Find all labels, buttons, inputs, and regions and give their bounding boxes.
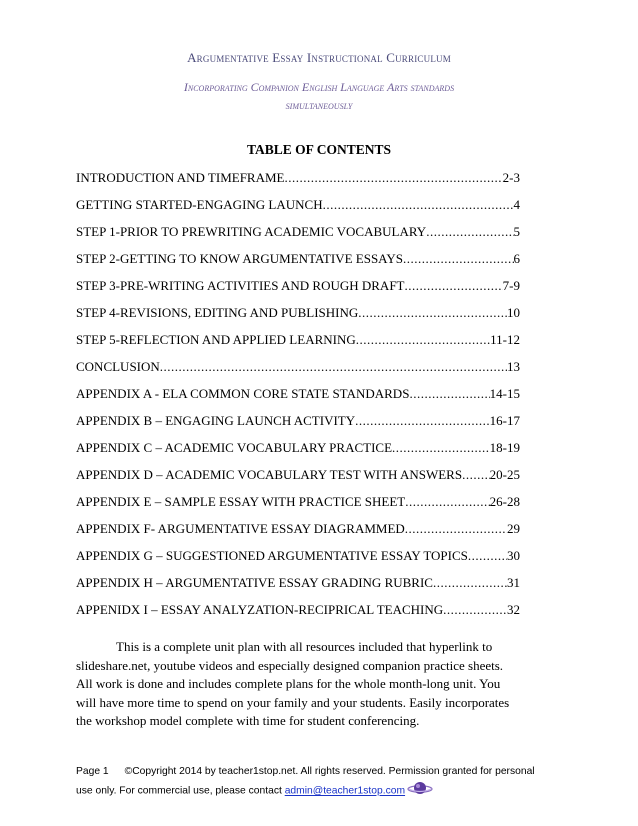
page-number: Page 1 xyxy=(76,766,109,777)
toc-entry-page: 11-12 xyxy=(490,332,520,347)
toc-leader xyxy=(443,602,507,618)
intro-line: the workshop model complete with time for student conferencing. xyxy=(76,713,420,728)
toc-entry xyxy=(76,602,520,620)
toc-entry-page: 32 xyxy=(507,602,520,617)
toc-entry xyxy=(76,251,520,269)
toc-entry-page: 29 xyxy=(507,521,520,536)
toc-entry-page: 10 xyxy=(507,305,520,320)
footer-line-1 xyxy=(76,764,576,780)
toc-leader xyxy=(462,467,490,483)
toc-entry-page: 6 xyxy=(513,251,520,266)
toc-entry-label: APPENDIX G – SUGGESTIONED ARGUMENTATIVE ESSAY TOPICS xyxy=(76,548,468,563)
curriculum-subtitle: Incorporating Companion English Language Arts standards xyxy=(183,80,455,94)
toc-entry xyxy=(76,359,520,377)
toc-entry xyxy=(76,197,520,215)
toc-entry-label: CONCLUSION xyxy=(76,359,160,374)
toc-entry-label: STEP 1-PRIOR TO PREWRITING ACADEMIC VOCABULARY xyxy=(76,224,427,239)
toc-entry-label: APPENIDX I – ESSAY ANALYZATION-RECIPRICAL TEACHING xyxy=(76,602,444,617)
toc-entry xyxy=(76,575,520,593)
toc-entry xyxy=(76,332,520,350)
intro-line: All work is done and includes complete plans for the whole month-long unit. You xyxy=(76,676,501,691)
toc-entry-label: APPENDIX E – SAMPLE ESSAY WITH PRACTICE SHEET xyxy=(76,494,406,509)
toc-entry-label: STEP 4-REVISIONS, EDITING AND PUBLISHING xyxy=(76,305,359,320)
toc-entry-page: 20-25 xyxy=(489,467,520,482)
toc-entry-page: 18-19 xyxy=(489,440,520,455)
toc-leader xyxy=(403,251,514,267)
toc-leader xyxy=(405,278,503,294)
toc-entry-label: APPENDIX F- ARGUMENTATIVE ESSAY DIAGRAMMED xyxy=(76,521,405,536)
toc-entry-label: APPENDIX B – ENGAGING LAUNCH ACTIVITY xyxy=(76,413,356,428)
toc-leader xyxy=(426,224,513,240)
toc-entry-page: 4 xyxy=(513,197,520,212)
toc-entry-page: 7-9 xyxy=(502,278,520,293)
toc-entry-label: APPENDIX H – ARGUMENTATIVE ESSAY GRADING RUBRIC xyxy=(76,575,433,590)
toc-leader xyxy=(284,170,502,186)
curriculum-subtitle-continued: simultaneously xyxy=(285,98,353,112)
toc-entry xyxy=(76,224,520,242)
toc-entry xyxy=(76,278,520,296)
intro-line: slideshare.net, youtube videos and especially designed companion practice sheets. xyxy=(76,657,504,673)
page-footer xyxy=(76,764,576,802)
toc-entry-page: 30 xyxy=(507,548,520,563)
toc-entry xyxy=(76,413,520,431)
toc-title: TABLE OF CONTENTS xyxy=(246,142,392,157)
toc-entry-page: 31 xyxy=(507,575,520,590)
toc-leader xyxy=(392,440,490,456)
toc-entry-page: 16-17 xyxy=(489,413,520,428)
toc-leader xyxy=(358,305,507,321)
toc-entry xyxy=(76,494,520,512)
curriculum-title: Argumentative Essay Instructional Curriculum xyxy=(187,50,451,65)
toc-entry xyxy=(76,548,520,566)
toc-leader xyxy=(409,386,489,402)
toc-entry-label: STEP 3-PRE-WRITING ACTIVITIES AND ROUGH DRAFT xyxy=(76,278,405,293)
toc-entry-label: APPENDIX A - ELA COMMON CORE STATE STANDARDS xyxy=(76,386,410,401)
toc-leader xyxy=(405,521,507,537)
intro-line: will have more time to spend on your family and your students. Easily incorporates xyxy=(76,694,510,710)
toc-entry-label: APPENDIX D – ACADEMIC VOCABULARY TEST WITH ANSWERS xyxy=(76,467,463,482)
email-link[interactable]: admin@teacher1stop.com xyxy=(284,785,406,797)
toc-leader xyxy=(355,413,490,429)
toc-entry xyxy=(76,305,520,323)
toc-leader xyxy=(356,332,490,348)
copyright-text: ©Copyright 2014 by teacher1stop.net. All rights reserved. Permission granted for personal xyxy=(124,766,535,777)
toc-entry-page: 13 xyxy=(507,359,520,374)
toc-entry-label: GETTING STARTED-ENGAGING LAUNCH xyxy=(76,197,323,212)
toc-entry xyxy=(76,170,520,188)
contact-text: use only. For commercial use, please contact xyxy=(76,785,285,797)
toc-entry-label: STEP 2-GETTING TO KNOW ARGUMENTATIVE ESSAYS xyxy=(76,251,403,266)
toc-leader xyxy=(433,575,507,591)
toc-leader xyxy=(405,494,489,510)
toc-entry-label: INTRODUCTION AND TIMEFRAME xyxy=(76,170,285,185)
toc-entry-page: 26-28 xyxy=(489,494,520,509)
footer-line-2 xyxy=(76,780,576,802)
toc-entry xyxy=(76,440,520,458)
planet-logo-icon xyxy=(407,780,433,802)
toc-entry-label: APPENDIX C – ACADEMIC VOCABULARY PRACTICE xyxy=(76,440,393,455)
toc-leader xyxy=(468,548,507,564)
toc-entry xyxy=(76,467,520,485)
toc-leader xyxy=(323,197,514,213)
intro-line: This is a complete unit plan with all resources included that hyperlink to xyxy=(116,639,493,654)
toc-entry xyxy=(76,386,520,404)
toc-entry-label: STEP 5-REFLECTION AND APPLIED LEARNING xyxy=(76,332,356,347)
toc-entry-page: 2-3 xyxy=(502,170,520,185)
toc-entry xyxy=(76,521,520,539)
intro-paragraph xyxy=(76,638,562,731)
toc-leader xyxy=(160,359,507,375)
toc-entry-page: 14-15 xyxy=(489,386,520,401)
toc-entry-page: 5 xyxy=(513,224,520,239)
